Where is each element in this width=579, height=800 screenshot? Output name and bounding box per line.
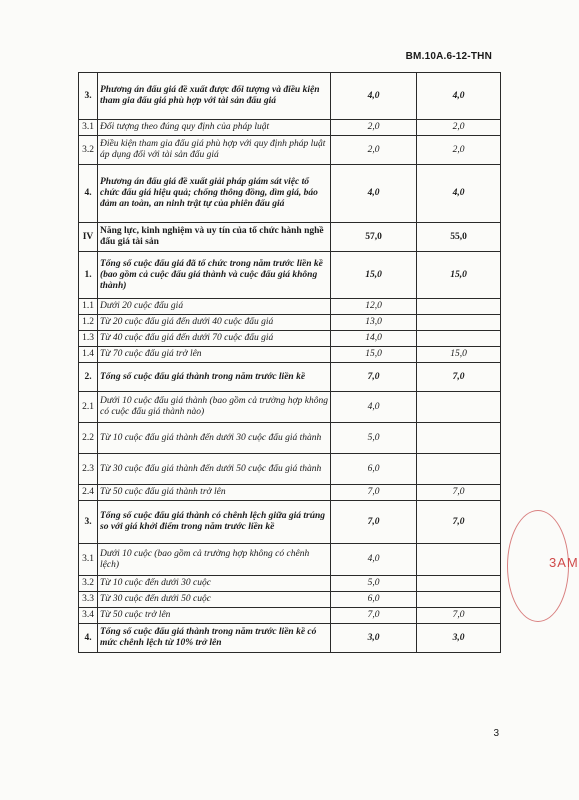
row-content: Dưới 10 cuộc (bao gồm cả trường hợp không có chênh lệch)	[98, 544, 331, 576]
row-max-score: 4,0	[331, 73, 417, 120]
row-max-score: 6,0	[331, 454, 417, 485]
row-content: Từ 40 cuộc đấu giá đến dưới 70 cuộc đấu giá	[98, 331, 331, 347]
row-content: Từ 20 cuộc đấu giá đến dưới 40 cuộc đấu giá	[98, 315, 331, 331]
document-code: BM.10A.6-12-THN	[405, 51, 492, 62]
row-max-score: 6,0	[331, 592, 417, 608]
row-content: Năng lực, kinh nghiệm và uy tín của tổ chức hành nghề đấu giá tài sản	[98, 223, 331, 252]
row-content: Tổng số cuộc đấu giá thành có chênh lệch giữa giá trúng so với giá khởi điểm trong năm trước liền kề	[98, 501, 331, 544]
row-awarded-score: 7,0	[417, 485, 501, 501]
criteria-table	[78, 72, 501, 653]
row-awarded-score: 7,0	[417, 501, 501, 544]
row-content: Dưới 10 cuộc đấu giá thành (bao gồm cả trường hợp không có cuộc đấu giá thành nào)	[98, 392, 331, 423]
row-content: Điều kiện tham gia đấu giá phù hợp với quy định pháp luật áp dụng đối với tài sản đấu giá	[98, 136, 331, 165]
row-content: Từ 50 cuộc trở lên	[98, 608, 331, 624]
table-row	[79, 73, 501, 120]
row-max-score: 7,0	[331, 501, 417, 544]
row-awarded-score: 7,0	[417, 363, 501, 392]
row-max-score: 15,0	[331, 252, 417, 299]
row-content: Từ 70 cuộc đấu giá trở lên	[98, 347, 331, 363]
row-number: 4.	[79, 624, 98, 653]
row-content: Tổng số cuộc đấu giá đã tổ chức trong năm trước liền kề (bao gồm cả cuộc đấu giá thành và cuộc đấu giá không thành)	[98, 252, 331, 299]
row-number: 2.4	[79, 485, 98, 501]
table-row	[79, 165, 501, 223]
row-content: Từ 30 cuộc đấu giá thành đến dưới 50 cuộc đấu giá thành	[98, 454, 331, 485]
table-row	[79, 544, 501, 576]
row-content: Phương án đấu giá đề xuất giải pháp giám sát việc tổ chức đấu giá hiệu quả; chống thông đồng, dìm giá, báo đảm an toàn, an ninh trật tự của phiên đấu giá	[98, 165, 331, 223]
row-max-score: 15,0	[331, 347, 417, 363]
row-max-score: 57,0	[331, 223, 417, 252]
table-row	[79, 592, 501, 608]
row-max-score: 7,0	[331, 363, 417, 392]
table-row	[79, 624, 501, 653]
row-max-score: 12,0	[331, 299, 417, 315]
criteria-table-body	[79, 73, 501, 653]
row-awarded-score	[417, 454, 501, 485]
row-max-score: 7,0	[331, 608, 417, 624]
row-awarded-score: 15,0	[417, 252, 501, 299]
row-number: 3.1	[79, 120, 98, 136]
row-content: Từ 30 cuộc đến dưới 50 cuộc	[98, 592, 331, 608]
row-awarded-score: 3,0	[417, 624, 501, 653]
row-content: Từ 10 cuộc đấu giá thành đến dưới 30 cuộc đấu giá thành	[98, 423, 331, 454]
row-awarded-score	[417, 592, 501, 608]
table-row	[79, 501, 501, 544]
row-max-score: 5,0	[331, 576, 417, 592]
row-awarded-score: 4,0	[417, 165, 501, 223]
row-max-score: 2,0	[331, 136, 417, 165]
row-number: 3.2	[79, 136, 98, 165]
row-content: Từ 50 cuộc đấu giá thành trở lên	[98, 485, 331, 501]
row-number: 1.1	[79, 299, 98, 315]
red-seal-stamp	[547, 510, 579, 620]
row-max-score: 5,0	[331, 423, 417, 454]
row-content: Phương án đấu giá đề xuất được đối tượng và điều kiện tham gia đấu giá phù hợp với tài sản đấu giá	[98, 73, 331, 120]
table-row	[79, 347, 501, 363]
row-awarded-score	[417, 299, 501, 315]
table-row	[79, 392, 501, 423]
row-number: 3.	[79, 73, 98, 120]
row-awarded-score: 4,0	[417, 73, 501, 120]
row-number: 1.2	[79, 315, 98, 331]
row-max-score: 2,0	[331, 120, 417, 136]
row-max-score: 4,0	[331, 392, 417, 423]
table-row	[79, 454, 501, 485]
table-row	[79, 315, 501, 331]
table-row	[79, 331, 501, 347]
row-content: Đối tượng theo đúng quy định của pháp luật	[98, 120, 331, 136]
row-number: 1.4	[79, 347, 98, 363]
row-awarded-score: 55,0	[417, 223, 501, 252]
row-awarded-score: 2,0	[417, 136, 501, 165]
row-max-score: 13,0	[331, 315, 417, 331]
row-number: 3.2	[79, 576, 98, 592]
table-row	[79, 120, 501, 136]
page-number: 3	[493, 728, 499, 739]
row-number: 1.	[79, 252, 98, 299]
row-content: Tổng số cuộc đấu giá thành trong năm trước liền kề	[98, 363, 331, 392]
row-max-score: 4,0	[331, 544, 417, 576]
row-awarded-score	[417, 392, 501, 423]
row-number: 3.1	[79, 544, 98, 576]
table-row	[79, 223, 501, 252]
row-number: 4.	[79, 165, 98, 223]
row-number: 2.3	[79, 454, 98, 485]
row-number: 2.	[79, 363, 98, 392]
row-awarded-score	[417, 576, 501, 592]
row-number: 3.4	[79, 608, 98, 624]
table-row	[79, 485, 501, 501]
table-row	[79, 363, 501, 392]
row-number: 3.3	[79, 592, 98, 608]
row-number: 1.3	[79, 331, 98, 347]
row-awarded-score	[417, 423, 501, 454]
row-content: Từ 10 cuộc đến dưới 30 cuộc	[98, 576, 331, 592]
row-content: Tổng số cuộc đấu giá thành trong năm trước liền kề có mức chênh lệch từ 10% trở lên	[98, 624, 331, 653]
table-row	[79, 299, 501, 315]
row-awarded-score: 15,0	[417, 347, 501, 363]
row-content: Dưới 20 cuộc đấu giá	[98, 299, 331, 315]
row-max-score: 4,0	[331, 165, 417, 223]
table-row	[79, 423, 501, 454]
row-max-score: 3,0	[331, 624, 417, 653]
row-awarded-score: 2,0	[417, 120, 501, 136]
row-awarded-score	[417, 331, 501, 347]
row-number: IV	[79, 223, 98, 252]
table-row	[79, 252, 501, 299]
table-row	[79, 608, 501, 624]
row-max-score: 7,0	[331, 485, 417, 501]
row-awarded-score: 7,0	[417, 608, 501, 624]
row-awarded-score	[417, 544, 501, 576]
row-max-score: 14,0	[331, 331, 417, 347]
table-row	[79, 136, 501, 165]
stamp-text: 3AM	[549, 555, 579, 570]
row-awarded-score	[417, 315, 501, 331]
table-row	[79, 576, 501, 592]
row-number: 3.	[79, 501, 98, 544]
row-number: 2.1	[79, 392, 98, 423]
row-number: 2.2	[79, 423, 98, 454]
